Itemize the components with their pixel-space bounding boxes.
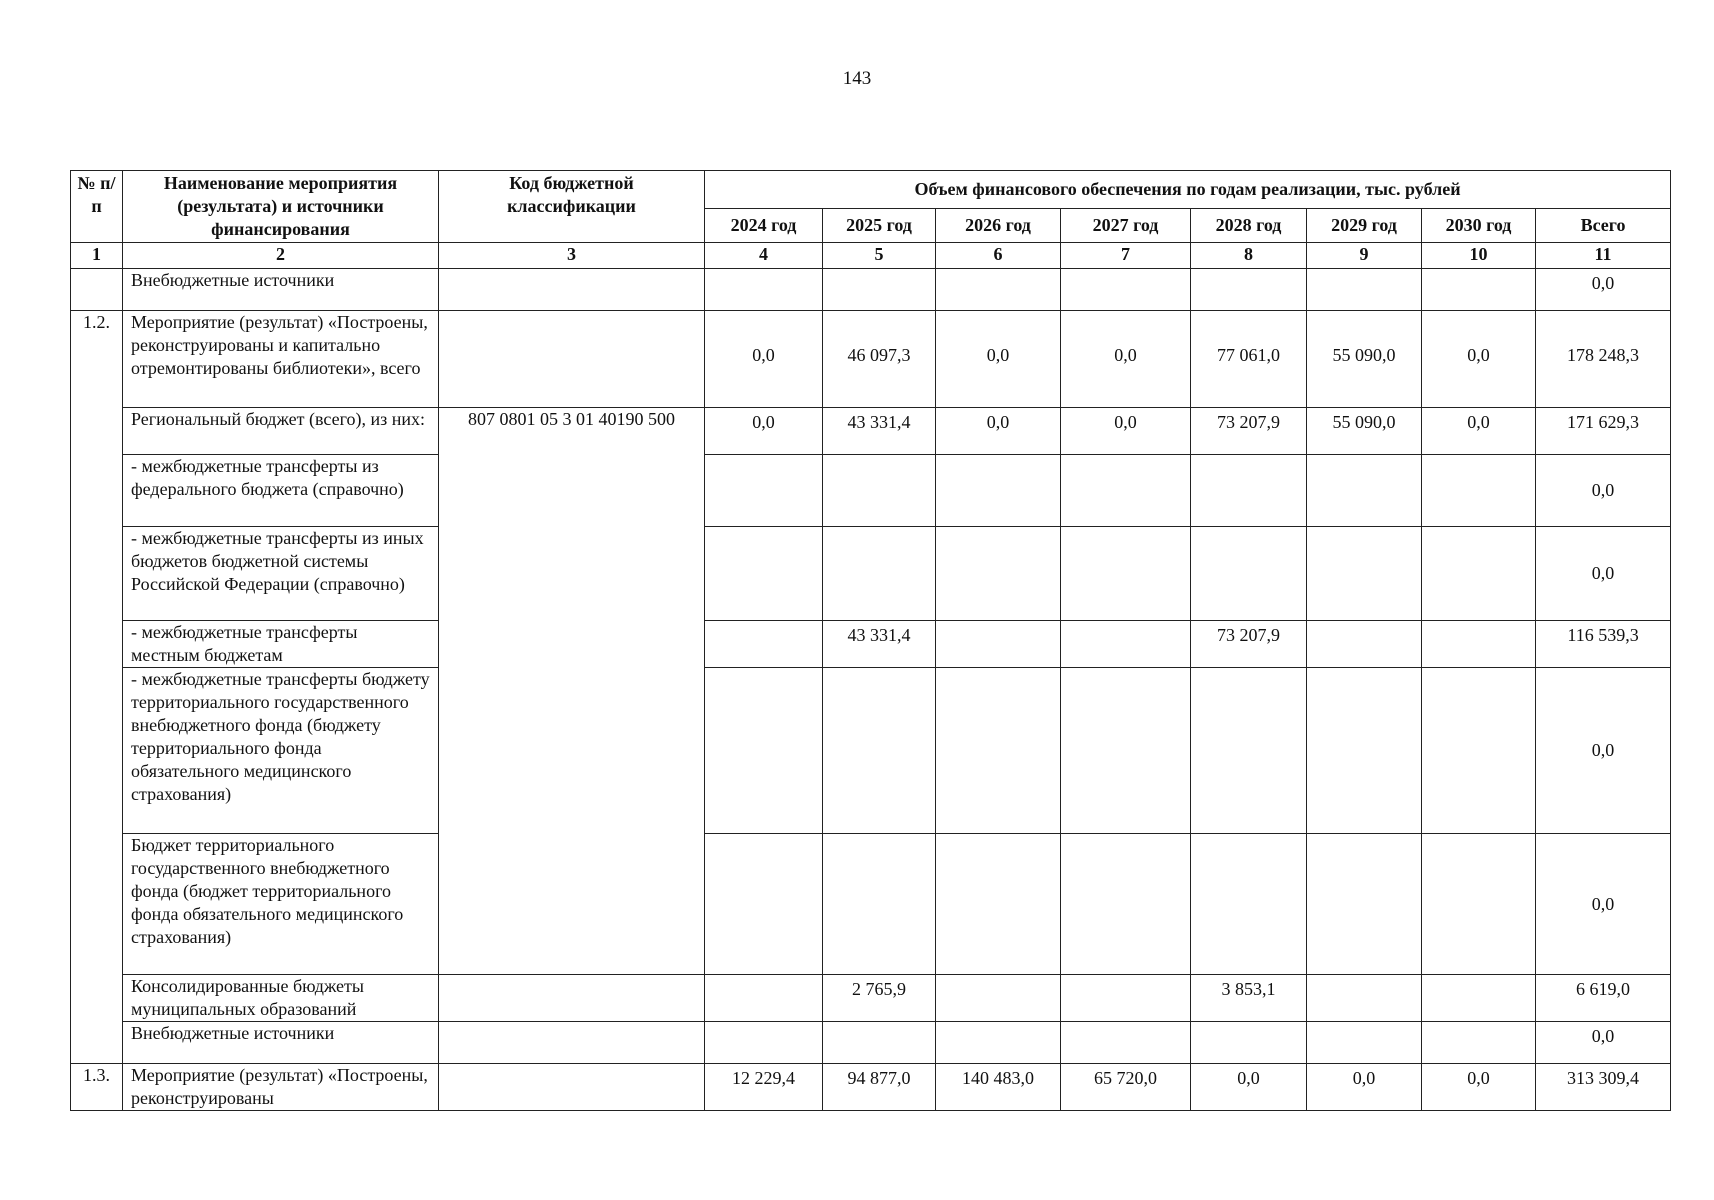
value-2028: 3 853,1 [1191,975,1307,1022]
value-2025: 43 331,4 [823,621,936,668]
column-number: 6 [936,243,1061,269]
header-row [71,171,1671,209]
value-2029: 55 090,0 [1307,408,1422,455]
value-2024: 0,0 [705,408,823,455]
value-2026: 0,0 [936,408,1061,455]
row-name: Консолидированные бюджеты муниципальных образований [123,975,439,1022]
column-number: 11 [1536,243,1671,269]
table-row [71,668,1671,834]
header-year: 2024 год [705,208,823,242]
budget-code: 807 0801 05 3 01 40190 500 [439,408,705,975]
table-row [71,408,1671,455]
header-year: 2028 год [1191,208,1307,242]
value-2030: 0,0 [1422,408,1536,455]
row-name: - межбюджетные трансферты местным бюджетам [123,621,439,668]
header-year: 2030 год [1422,208,1536,242]
row-name: Внебюджетные источники [123,269,439,311]
column-number: 2 [123,243,439,269]
column-number: 9 [1307,243,1422,269]
header-col-name: Наименование мероприятия (результата) и источники финансирования [123,171,439,243]
row-total: 0,0 [1536,834,1671,975]
table-row [71,311,1671,408]
header-total: Всего [1536,208,1671,242]
header-col-no: № п/п [71,171,123,243]
value-2029: 55 090,0 [1307,311,1422,408]
value-2027: 0,0 [1061,311,1191,408]
value-2024: 0,0 [705,311,823,408]
row-name: Мероприятие (результат) «Построены, реконструированы [123,1064,439,1111]
header-year: 2025 год [823,208,936,242]
value-2028: 0,0 [1191,1064,1307,1111]
row-name: - межбюджетные трансферты из федерального бюджета (справочно) [123,455,439,527]
column-number: 7 [1061,243,1191,269]
header-col-code: Код бюджетной классификации [439,171,705,243]
row-total: 0,0 [1536,668,1671,834]
header-year: 2029 год [1307,208,1422,242]
column-number: 5 [823,243,936,269]
row-name: Бюджет территориального государственного внебюджетного фонда (бюджет территориального фонда обязательного медицинского страхования) [123,834,439,975]
value-2025: 2 765,9 [823,975,936,1022]
value-2027: 65 720,0 [1061,1064,1191,1111]
column-numbering-row [71,243,1671,269]
column-number: 8 [1191,243,1307,269]
value-2029: 0,0 [1307,1064,1422,1111]
value-2028: 77 061,0 [1191,311,1307,408]
value-2025: 43 331,4 [823,408,936,455]
page-number: 143 [842,68,872,89]
table-row [71,975,1671,1022]
value-2028: 73 207,9 [1191,408,1307,455]
table-row [71,1022,1671,1064]
table-row [71,527,1671,621]
value-2025: 94 877,0 [823,1064,936,1111]
row-total: 0,0 [1536,269,1671,311]
row-index: 1.3. [71,1064,123,1111]
table-row [71,1064,1671,1111]
column-number: 3 [439,243,705,269]
value-2027: 0,0 [1061,408,1191,455]
value-2026: 140 483,0 [936,1064,1061,1111]
row-name: - межбюджетные трансферты из иных бюджетов бюджетной системы Российской Федерации (справочно) [123,527,439,621]
row-name: Региональный бюджет (всего), из них: [123,408,439,455]
table-row [71,621,1671,668]
value-2026: 0,0 [936,311,1061,408]
row-total: 313 309,4 [1536,1064,1671,1111]
row-total: 116 539,3 [1536,621,1671,668]
row-name: Мероприятие (результат) «Построены, реконструированы и капитально отремонтированы библиотеки», всего [123,311,439,408]
table-row [71,269,1671,311]
value-2024: 12 229,4 [705,1064,823,1111]
row-total: 0,0 [1536,527,1671,621]
row-name: - межбюджетные трансферты бюджету территориального государственного внебюджетного фонда (бюджету территориального фонда обязательного медицинского страхования) [123,668,439,834]
budget-table [70,170,1671,1111]
row-total: 6 619,0 [1536,975,1671,1022]
header-year: 2027 год [1061,208,1191,242]
row-index: 1.2. [71,311,123,1064]
column-number: 10 [1422,243,1536,269]
row-name: Внебюджетные источники [123,1022,439,1064]
column-number: 1 [71,243,123,269]
header-year: 2026 год [936,208,1061,242]
value-2030: 0,0 [1422,1064,1536,1111]
column-number: 4 [705,243,823,269]
row-total: 178 248,3 [1536,311,1671,408]
row-total: 0,0 [1536,1022,1671,1064]
table-row [71,455,1671,527]
table-row [71,834,1671,975]
row-total: 171 629,3 [1536,408,1671,455]
value-2030: 0,0 [1422,311,1536,408]
value-2028: 73 207,9 [1191,621,1307,668]
header-col-volume: Объем финансового обеспечения по годам реализации, тыс. рублей [705,171,1671,209]
value-2025: 46 097,3 [823,311,936,408]
row-total: 0,0 [1536,455,1671,527]
